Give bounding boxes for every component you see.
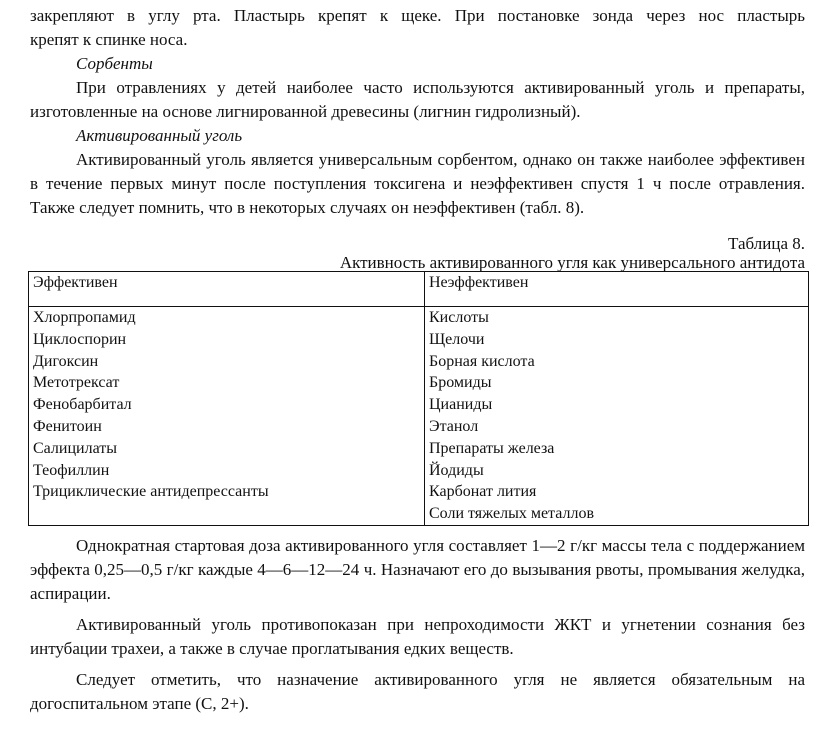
intro-paragraph-end [30, 28, 805, 52]
document-page [30, 4, 805, 716]
list-item: Соли тяжелых металлов [429, 505, 595, 523]
list-item: Кислоты [429, 309, 489, 326]
list-item: Хлорпропамид [33, 309, 136, 326]
effective-column [29, 307, 425, 526]
list-item: Борная кислота [429, 352, 535, 370]
list-item: Циклоспорин [33, 330, 127, 348]
intro-line-1: закрепляют в углу рта. Пластырь крепят к щеке. При постановке зонда через нос пластырь [30, 6, 805, 25]
list-item: Щелочи [429, 330, 485, 348]
table-title: Активность активированного угля как универсального антидота [339, 253, 805, 272]
intro-paragraph [30, 4, 805, 28]
list-item: Карбонат лития [429, 483, 537, 501]
contraindication-paragraph: Активированный уголь противопоказан при непроходимости ЖКТ и угнетении сознания без интубации трахеи, а также в случае проглатывания едких веществ. [30, 614, 805, 658]
list-item: Бромиды [429, 374, 492, 392]
note-paragraph: Следует отметить, что назначение активированного угля не является обязательным на догоспитальном этапе (С, 2+). [30, 669, 805, 713]
ineffective-column [425, 307, 809, 526]
dose-paragraph: Однократная стартовая доза активированного угля составляет 1—2 г/кг массы тела с поддержанием эффекта 0,25—0,5 г/кг каждые 4—6—12—24 ч. Назначают его до вызывания рвоты, промывания желудка, аспирации. [30, 535, 805, 603]
intro-line-2: крепят к спинке носа. [30, 30, 188, 49]
list-item: Йодиды [429, 461, 484, 479]
section-heading-sorbents: Сорбенты [76, 54, 153, 73]
table-number: Таблица 8. [728, 234, 805, 253]
section-heading-charcoal: Активированный уголь [76, 126, 243, 145]
header-effective: Эффективен [29, 272, 425, 307]
antidote-table [28, 271, 809, 526]
table-caption [30, 233, 805, 271]
list-item: Фенитоин [33, 417, 102, 435]
list-item: Препараты железа [429, 439, 555, 457]
list-item: Фенобарбитал [33, 396, 132, 414]
list-item: Дигоксин [33, 352, 99, 370]
table-header-row [29, 272, 809, 307]
after-table-text [30, 534, 805, 716]
list-item: Трициклические антидепрессанты [33, 483, 269, 501]
header-ineffective: Неэффективен [425, 272, 809, 307]
list-item: Этанол [429, 417, 479, 435]
list-item: Метотрексат [33, 374, 120, 392]
list-item: Теофиллин [33, 461, 110, 479]
sorbents-paragraph: При отравлениях у детей наиболее часто используются активированный уголь и препараты, изготовленные на основе лигнированной древесины (лигнин гидролизный). [30, 78, 805, 121]
table-body-row [29, 307, 809, 526]
list-item: Салицилаты [33, 439, 117, 457]
list-item: Цианиды [429, 396, 493, 414]
charcoal-paragraph: Активированный уголь является универсальным сорбентом, однако он также наиболее эффективен в течение первых минут после поступления токсигена и неэффективен спустя 1 ч после отравления. Также следует помнить, что в некоторых случаях он неэффективен (табл. 8). [30, 150, 805, 217]
